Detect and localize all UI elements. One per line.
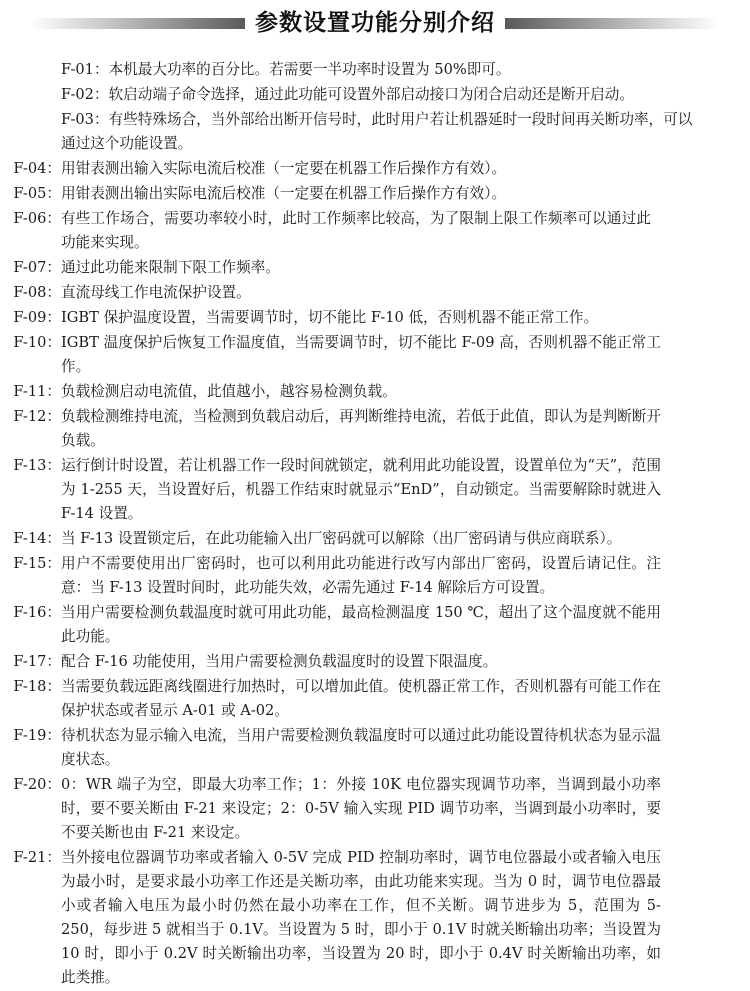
param-code: F-04： [13,160,61,177]
page-title: 参数设置功能分别介绍 [255,10,495,36]
title-rule-right [505,18,720,29]
param-item-f05 [0,182,750,206]
param-code: F-20： [13,776,61,793]
param-description: 直流母线工作电流保护设置。 [61,284,251,301]
param-item-f11 [0,380,750,404]
param-item-f17 [0,650,750,674]
param-description: 用钳表测出输出实际电流后校准（一定要在机器工作后操作方有效）。 [61,185,507,202]
param-item-f04 [0,157,750,181]
param-item-f21 [0,846,750,990]
param-code: F-01： [61,61,109,78]
param-code: F-06： [13,210,61,227]
param-code: F-12： [13,408,61,425]
param-code: F-09： [13,309,61,326]
param-description: 当用户需要检测负载温度时就可用此功能，最高检测温度 150 ℃，超出了这个温度就不能用此功能。 [61,604,661,645]
param-description: 用户不需要使用出厂密码时，也可以利用此功能进行改写内部出厂密码，设置后请记住。注意：当 F-13 设置时间时，此功能失效，必需先通过 F-14 解除后方可设置。 [61,555,661,596]
param-item-f02 [0,83,701,107]
param-item-f06 [0,207,750,255]
param-item-f08 [0,281,750,305]
param-item-f10 [0,331,750,379]
param-item-f18 [0,675,750,723]
param-description: 0：WR 端子为空，即最大功率工作；1：外接 10K 电位器实现调节功率，当调到最小功率时，要不要关断由 F-21 来设定；2：0-5V 输入实现 PID 调节功率，当调到最小功率时，要不要关断也由 F-21 来设定。 [61,776,661,841]
title-rule-left [30,18,245,29]
param-code: F-11： [13,383,61,400]
param-description: 软启动端子命令选择，通过此功能可设置外部启动接口为闭合启动还是断开启动。 [108,86,634,103]
param-code: F-05： [13,185,61,202]
param-description: 配合 F-16 功能使用，当用户需要检测负载温度时的设置下限温度。 [61,653,498,670]
param-item-f13 [0,454,750,526]
param-item-f20 [0,773,750,845]
param-description: 有些工作场合，需要功率较小时，此时工作频率比较高，为了限制上限工作频率可以通过此功能来实现。 [61,210,651,251]
param-description: 当需要负载远距离线圈进行加热时，可以增加此值。使机器正常工作，否则机器有可能工作在保护状态或者显示 A-01 或 A-02。 [61,678,661,719]
param-description: 运行倒计时设置，若让机器工作一段时间就锁定，就利用此功能设置，设置单位为“天”，范围为 1-255 天，当设置好后，机器工作结束时就显示“EnD”，自动锁定。当需要解除时就进入 F-14 设置。 [61,457,661,522]
param-item-f01 [0,58,701,82]
param-description: 负载检测维持电流，当检测到负载启动后，再判断维持电流，若低于此值，即认为是判断断开负载。 [61,408,661,449]
param-code: F-18： [13,678,61,695]
param-description: IGBT 保护温度设置，当需要调节时，切不能比 F-10 低，否则机器不能正常工作。 [61,309,599,326]
param-code: F-10： [13,334,61,351]
param-item-f16 [0,601,750,649]
param-code: F-17： [13,653,61,670]
param-item-f09 [0,306,750,330]
page-header [0,0,750,48]
param-code: F-14： [13,530,61,547]
param-code: F-15： [13,555,61,572]
parameter-list [0,58,750,991]
param-code: F-08： [13,284,61,301]
param-code: F-02： [61,86,109,103]
param-code: F-03： [61,111,109,128]
param-code: F-13： [13,457,61,474]
param-description: 通过此功能来限制下限工作频率。 [61,259,280,276]
param-item-f12 [0,405,750,453]
param-description: 待机状态为显示输入电流，当用户需要检测负载温度时可以通过此功能设置待机状态为显示温度状态。 [61,727,661,768]
param-code: F-16： [13,604,61,621]
param-item-f19 [0,724,750,772]
param-description: IGBT 温度保护后恢复工作温度值，当需要调节时，切不能比 F-09 高，否则机器不能正常工作。 [61,334,661,375]
param-code: F-19： [13,727,61,744]
param-description: 用钳表测出输入实际电流后校准（一定要在机器工作后操作方有效）。 [61,160,507,177]
param-item-f15 [0,552,750,600]
param-description: 当 F-13 设置锁定后，在此功能输入出厂密码就可以解除（出厂密码请与供应商联系）。 [61,530,622,547]
param-description: 有些特殊场合，当外部给出断开信号时，此时用户若让机器延时一段时间再关断功率，可以通过这个功能设置。 [61,111,693,152]
param-code: F-21： [13,849,61,866]
param-item-f07 [0,256,750,280]
param-item-f14 [0,527,750,551]
param-code: F-07： [13,259,61,276]
param-item-f03 [0,108,701,156]
param-description: 本机最大功率的百分比。若需要一半功率时设置为 50%即可。 [108,61,511,78]
param-description: 当外接电位器调节功率或者输入 0-5V 完成 PID 控制功率时，调节电位器最小或者输入电压为最小时，是要求最小功率工作还是关断功率，由此功能来实现。当为 0 时，调节电位器最小或者输入电压为最小时仍然在最小功率在工作，但不关断。调节进步为 5，范围为 5-250，每步进 5 就相当于 0.1V。当设置为 5 时，即小于 0.1V 时就关断输出功率；当设置为 10 时，即小于 0.2V 时关断输出功率，当设置为 20 时，即小于 0.4V 时关断输出功率，如此类推。 [61,849,661,986]
param-description: 负载检测启动电流值，此值越小，越容易检测负载。 [61,383,397,400]
